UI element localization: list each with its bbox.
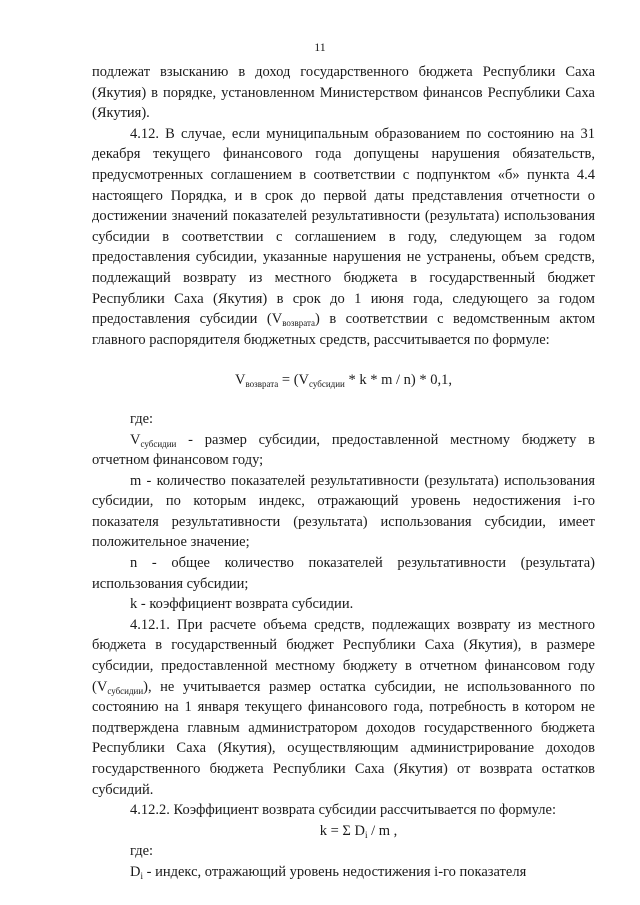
formula-part: * k * m / n) * 0,1, (344, 372, 452, 389)
formula-part: / m , (367, 822, 398, 839)
formula-part: k = Σ D (319, 822, 365, 839)
definition-text: - индекс, отражающий уровень недостижения i-го показателя (143, 863, 527, 880)
document-body (92, 62, 595, 883)
subscript-vozvrata: возврата (282, 318, 315, 329)
definition-n: n - общее количество показателей результативности (результата) использования субсидии; (92, 555, 595, 592)
formula-v-vozvrata (92, 370, 595, 391)
paragraph-4-12-1-text-end: ), не учитывается размер остатка субсидии, не использованного по состоянию на 1 января текущего финансового года, потребность в котором не подтверждена главным администратором доходов государственного бюджета Республики Саха (Якутия), осуществляющим администрирование доходов государственного бюджета Республики Саха (Якутия) от возврата остатков субсидий. (92, 678, 595, 798)
paragraph-4-12-1-text: 4.12.1. При расчете объема средств, подлежащих возврату из местного бюджета в государственный бюджет Республики Саха (Якутия), в размере субсидии, предоставленной местному бюджету в отчетном финансовом году (V (92, 616, 595, 695)
paragraph-4-12-text: 4.12. В случае, если муниципальным образованием по состоянию на 31 декабря текущего финансового года допущены нарушения обязательств, предусмотренных соглашением в соответствии с подпунктом «б» пункта 4.4 настоящего Порядка, и в срок до первой даты представления отчетности о достижении значений показателей результативности (результата) использования субсидии в соответствии с соглашением в году, следующем за годом предоставления субсидии, указанные нарушения не устранены, объем средств, подлежащий возврату из местного бюджета в государственный бюджет Республики Саха (Якутия) в срок до 1 июня года, следующего за годом предоставления субсидии (V (92, 125, 595, 328)
formula-part: = (V (278, 372, 309, 389)
definition-symbol: D (130, 863, 141, 880)
definition-text: - размер субсидии, предоставленной местному бюджету в отчетном финансовом году; (92, 431, 595, 469)
subscript-subsidii: субсидии (107, 685, 144, 696)
paragraph-4-12 (92, 124, 595, 351)
formula-k (92, 821, 595, 842)
paragraph-continuation: подлежат взысканию в доход государственного бюджета Республики Саха (Якутия) в порядке, установленном Министерством финансов Республики Саха (Якутия). (92, 64, 595, 122)
paragraph-4-12-1 (92, 615, 595, 800)
definition-symbol: V (130, 431, 141, 448)
where-label: где: (130, 843, 154, 860)
paragraph-4-12-text-end: ) в соответствии с ведомственным актом главного распорядителя бюджетных средств, рассчитывается по формуле: (92, 311, 595, 348)
definition-subscript: i (140, 870, 143, 881)
formula-subscript: возврата (245, 379, 279, 390)
definition-di (92, 862, 595, 883)
formula-symbol: V (234, 372, 246, 389)
definition-subscript: субсидии (140, 438, 177, 449)
definition-m: m - количество показателей результативности (результата) использования субсидии, по которым индекс, отражающий уровень недостижения i-го показателя результативности (результата) использования субсидии, имеет положительное значение; (92, 472, 595, 551)
paragraph-4-12-2: 4.12.2. Коэффициент возврата субсидии рассчитывается по формуле: (130, 802, 556, 819)
formula-subscript: субсидии (309, 379, 345, 390)
where-label: где: (130, 410, 154, 427)
definition-v-subsidii (92, 430, 595, 471)
formula-subscript: i (364, 829, 368, 840)
definition-k: k - коэффициент возврата субсидии. (130, 596, 354, 613)
page-number: 11 (314, 40, 326, 54)
